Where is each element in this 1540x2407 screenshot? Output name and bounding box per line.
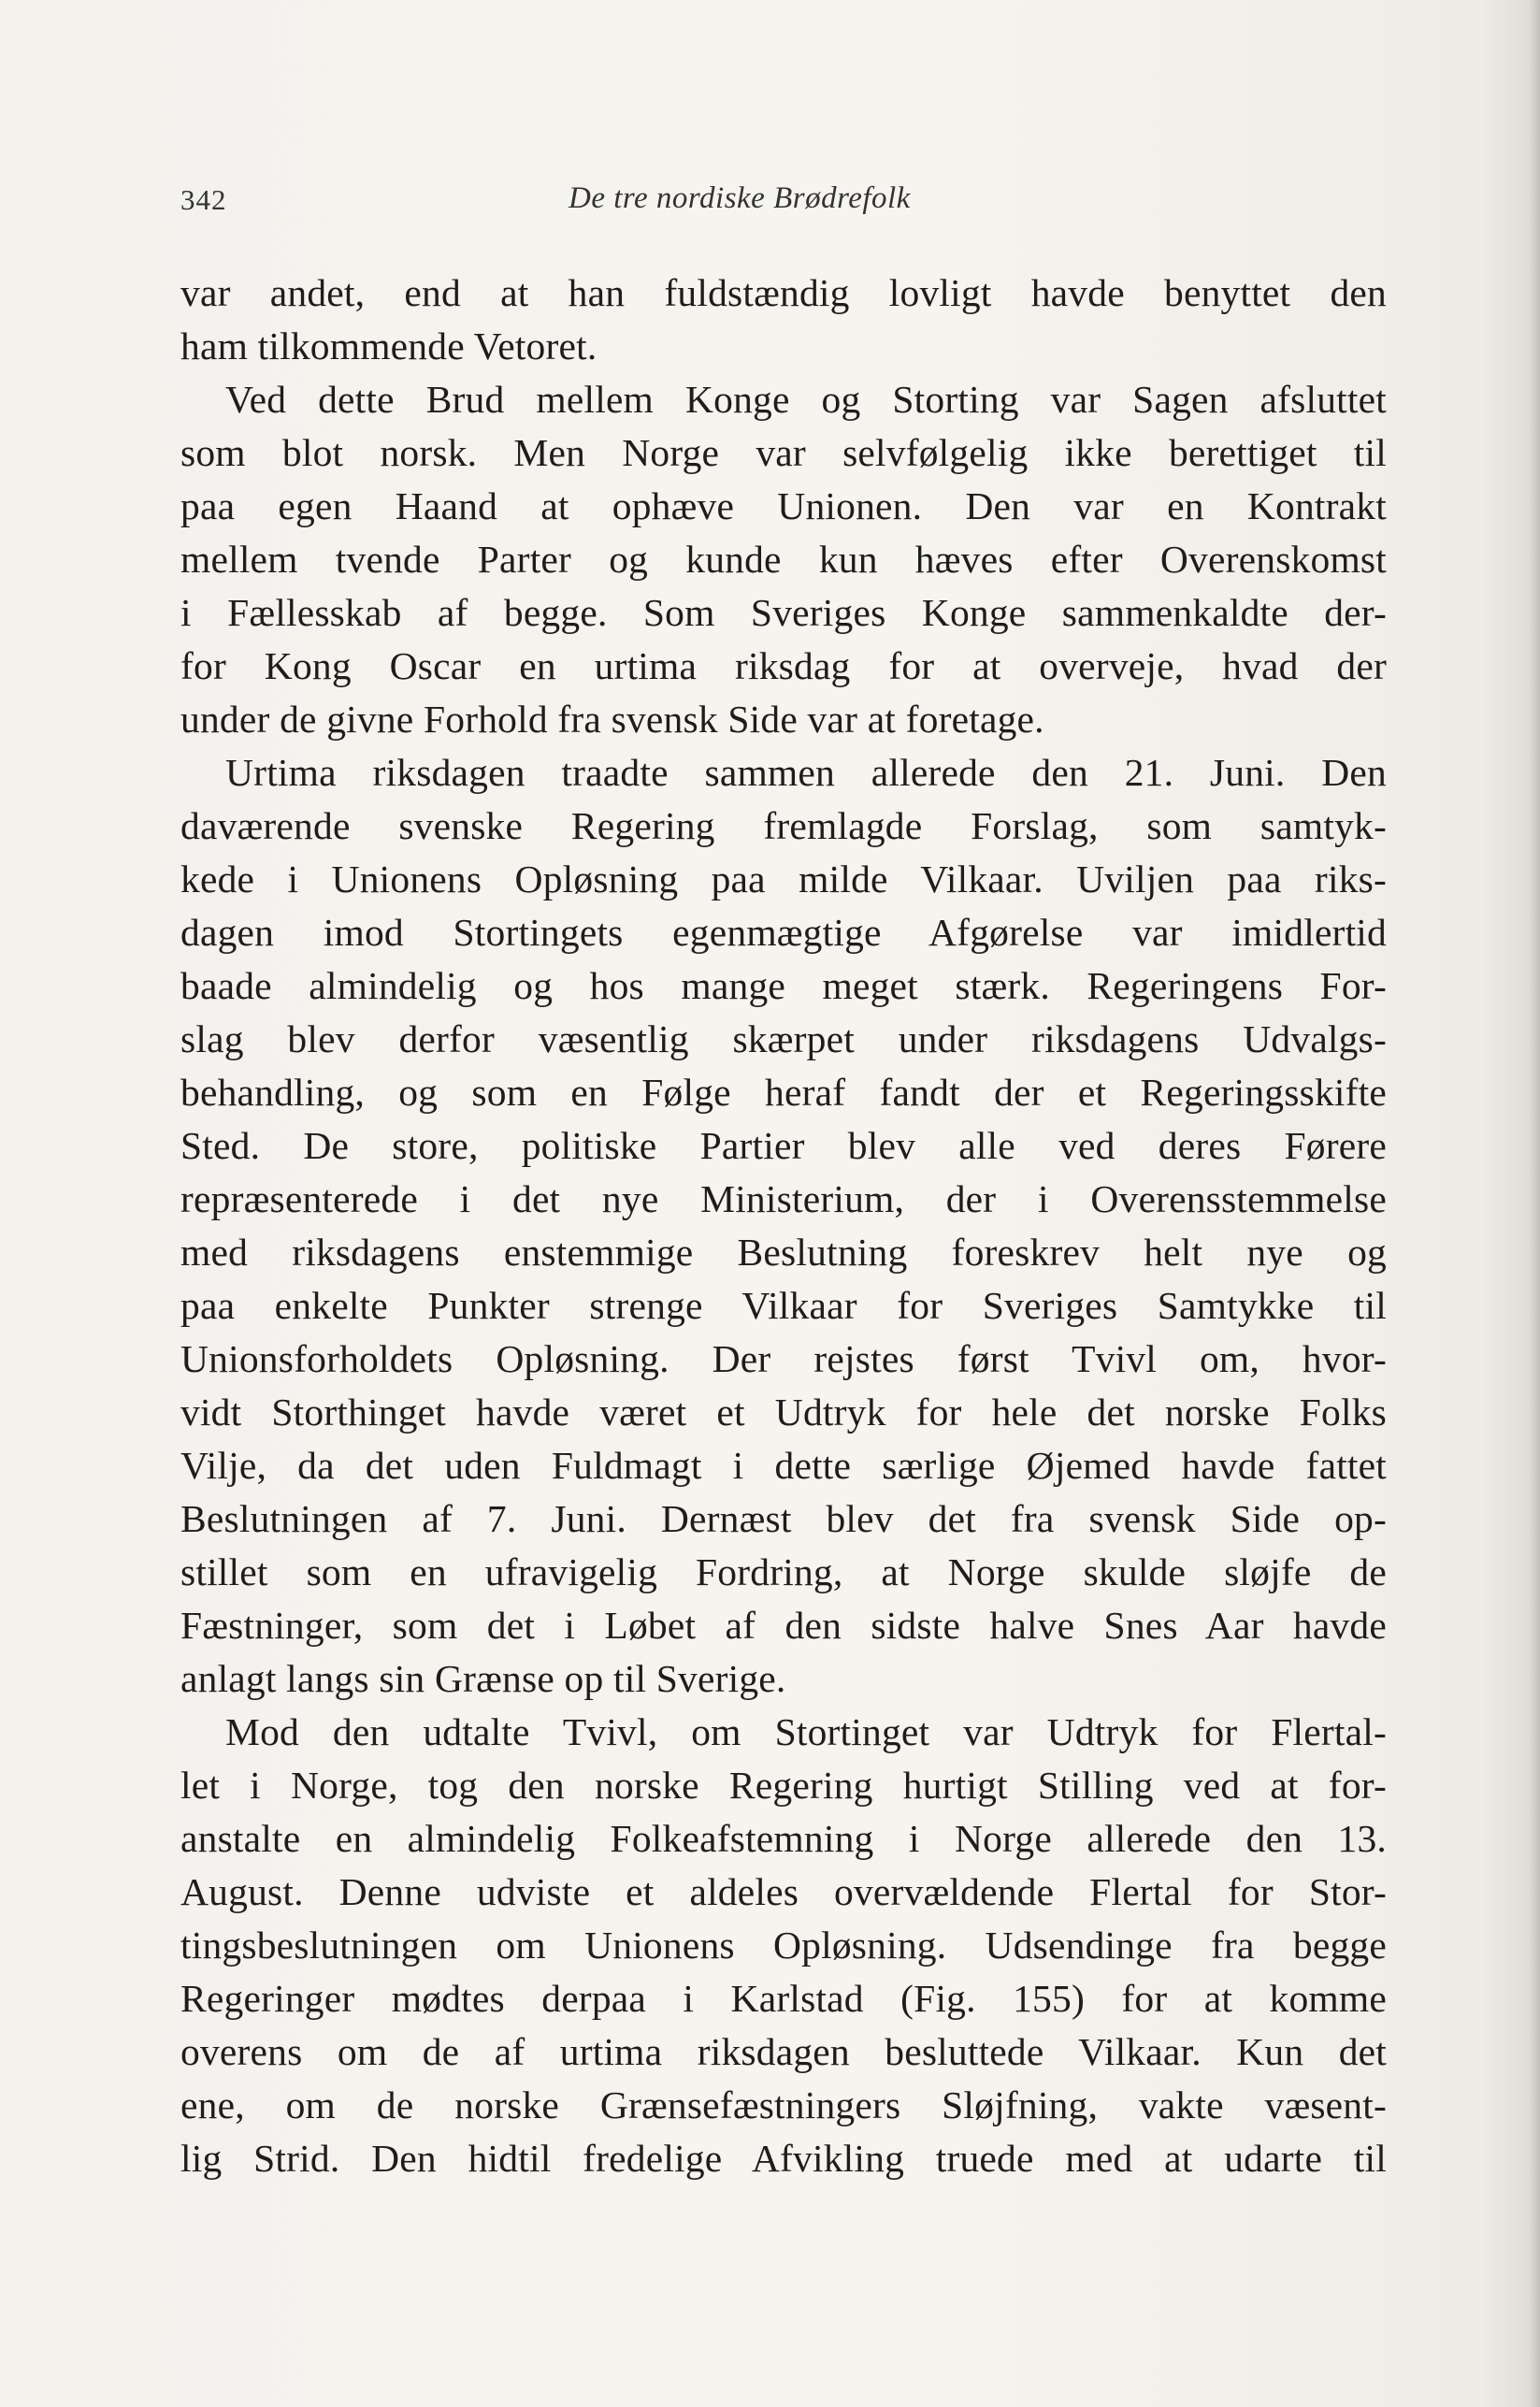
text-line: under de givne Forhold fra svensk Side var at foretage. [180, 698, 1044, 741]
text-line: stillet som en ufravigelig Fordring, at Norge skulde sløjfe de [180, 1550, 1387, 1593]
text-line: mellem tvende Parter og kunde kun hæves efter Overenskomst [180, 538, 1387, 581]
text-line: Ved dette Brud mellem Konge og Storting var Sagen afsluttet [225, 378, 1387, 421]
text-line: tingsbeslutningen om Unionens Opløsning. Udsendinge fra begge [180, 1924, 1387, 1967]
text-line: som blot norsk. Men Norge var selvfølgelig ikke berettiget til [180, 431, 1387, 474]
text-line: Regeringer mødtes derpaa i Karlstad (Fig. 155) for at komme [180, 1977, 1387, 2020]
text-line: dagen imod Stortingets egenmægtige Afgørelse var imidlertid [180, 911, 1387, 954]
text-line: baade almindelig og hos mange meget stærk. Regeringens For- [180, 964, 1387, 1007]
text-line: paa egen Haand at ophæve Unionen. Den var en Kontrakt [180, 484, 1387, 527]
running-head [180, 178, 1387, 224]
text-line: overens om de af urtima riksdagen besluttede Vilkaar. Kun det [180, 2030, 1387, 2073]
page-edge-shadow [1529, 0, 1540, 2407]
text-line: Mod den udtalte Tvivl, om Stortinget var Udtryk for Flertal- [225, 1710, 1387, 1753]
text-line: Unionsforholdets Opløsning. Der rejstes først Tvivl om, hvor- [180, 1337, 1387, 1380]
running-title: De tre nordiske Brødrefolk [569, 181, 911, 215]
text-line: Sted. De store, politiske Partier blev alle ved deres Førere [180, 1124, 1387, 1167]
text-line: vidt Storthinget havde været et Udtryk for hele det norske Folks [180, 1391, 1387, 1434]
text-line: Fæstninger, som det i Løbet af den sidste halve Snes Aar havde [180, 1604, 1387, 1647]
text-line: Urtima riksdagen traadte sammen allerede den 21. Juni. Den [225, 751, 1387, 794]
text-line: Vilje, da det uden Fuldmagt i dette særlige Øjemed havde fattet [180, 1444, 1387, 1487]
text-line: anstalte en almindelig Folkeafstemning i Norge allerede den 13. [180, 1817, 1387, 1860]
text-line: var andet, end at han fuldstændig lovligt havde benyttet den [180, 271, 1387, 314]
text-line: lig Strid. Den hidtil fredelige Afvikling truede med at udarte til [180, 2137, 1387, 2180]
text-line: kede i Unionens Opløsning paa milde Vilkaar. Uviljen paa riks- [180, 858, 1387, 901]
text-line: i Fællesskab af begge. Som Sveriges Konge sammenkaldte der- [180, 591, 1387, 634]
text-line: ham tilkommende Vetoret. [180, 324, 597, 368]
text-line: anlagt langs sin Grænse op til Sverige. [180, 1657, 786, 1700]
text-line: repræsenterede i det nye Ministerium, der i Overensstemmelse [180, 1177, 1387, 1220]
text-line: let i Norge, tog den norske Regering hurtigt Stilling ved at for- [180, 1764, 1387, 1807]
text-line: paa enkelte Punkter strenge Vilkaar for Sveriges Samtykke til [180, 1284, 1387, 1327]
text-line: daværende svenske Regering fremlagde Forslag, som samtyk- [180, 804, 1387, 847]
page-number: 342 [180, 183, 227, 216]
text-line: med riksdagens enstemmige Beslutning foreskrev helt nye og [180, 1231, 1387, 1274]
text-line: slag blev derfor væsentlig skærpet under riksdagens Udvalgs- [180, 1017, 1387, 1060]
text-line: Beslutningen af 7. Juni. Dernæst blev det fra svensk Side op- [180, 1497, 1387, 1540]
text-line: behandling, og som en Følge heraf fandt der et Regeringsskifte [180, 1071, 1387, 1114]
body-text [180, 267, 1387, 2185]
text-line: ene, om de norske Grænsefæstningers Sløjfning, vakte væsent- [180, 2083, 1387, 2126]
text-line: August. Denne udviste et aldeles overvældende Flertal for Stor- [180, 1870, 1387, 1913]
text-line: for Kong Oscar en urtima riksdag for at overveje, hvad der [180, 644, 1387, 687]
